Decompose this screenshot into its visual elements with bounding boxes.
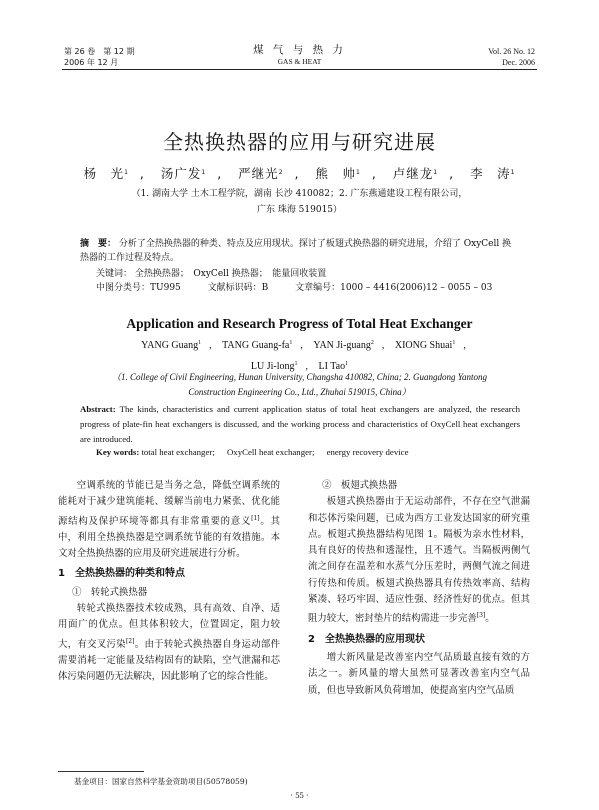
author-cn: 严继光$^2$ <box>238 166 284 181</box>
journal-name-cn: 煤 气 与 热 力 <box>253 44 346 56</box>
affiliation-cn-line1: （1. 湖南大学 土木工程学院，湖南 长沙 410082；2. 广东燕通建设工程有限公司， <box>131 189 468 199</box>
keywords-en-label: Key words: <box>96 447 140 457</box>
author-list-cn: 杨 光$^1$ , 汤广发$^1$ , 严继光$^2$ , 熊 帅$^1$ , 卢继龙$^1$ , 李 涛$^1$ <box>83 166 516 181</box>
abstract-en-label: Abstract: <box>80 404 116 414</box>
citation-ref: [2] <box>125 637 135 645</box>
footnote-rule <box>58 771 144 772</box>
author-en: XIONG Shuai$^1$ <box>394 340 456 351</box>
header-volume-en <box>488 46 535 68</box>
subsection-heading: ① 转轮式换热器 <box>72 586 148 598</box>
affiliation-en <box>0 370 599 400</box>
document-code: 文献标识码：B <box>207 283 269 293</box>
citation-ref: [1] <box>251 514 260 522</box>
body-paragraph: 空调系统的节能已是当务之急，降低空调系统的能耗对于减少建筑能耗、缓解当前电力紧张、优化能源结构及保护环境等都具有非常重要的意义[1]。其中，利用全热换热器是空调系统节能的有效措施。本文对全热换热器的应用及研究进展进行分析。 <box>58 480 280 560</box>
paper-title-en: Application and Research Progress of Total Heat Exchanger <box>126 316 473 331</box>
journal-name-en: GAS & HEAT <box>277 57 322 66</box>
author-cn: 卢继龙$^1$ <box>392 166 439 181</box>
subsection-heading: ② 板翅式换热器 <box>322 480 398 491</box>
citation-ref: [3] <box>476 612 486 620</box>
affiliation-en-line2: Construction Engineering Co., Ltd., Zhuhai 519015, China） <box>188 387 411 397</box>
abstract-cn-text: 分析了全热换热器的种类、特点及应用现状。探讨了板翅式换热器的研究进展，介绍了 OxyCell 换热器的工作过程及特点。 <box>80 239 512 263</box>
abstract-cn-label: 摘 要： <box>80 239 117 249</box>
body-paragraph: 板翅式换热器由于无运动部件，不存在空气泄漏和芯体污染问题，已成为西方工业发达国家的研究重点。板翅式换热器结构见图 1。隔板为亲水性材料，具有良好的传热和透湿性，且不透气。当隔板两侧气流之间存在温差和水蒸气分压差时，两侧气流之间进行传热和传质。板翅式换热器具有传热效率高、结构紧凑、轻巧牢固、适应性强、经济性好的优点。但其阻力较大，密封垫片的结构需进一步完善[3]。 <box>308 496 530 625</box>
author-en: LI Tao$^1$ <box>318 361 349 372</box>
clc-number: 中图分类号：TU995 <box>96 283 181 293</box>
affiliation-cn <box>0 186 599 218</box>
keyword-en: OxyCell heat exchanger; <box>226 447 315 457</box>
author-cn: 李 涛$^1$ <box>470 166 516 181</box>
abstract-cn <box>80 237 520 265</box>
section-heading: 1 全热换热器的种类和特点 <box>58 568 185 580</box>
author-cn: 熊 帅$^1$ <box>315 166 361 181</box>
page-number: · 55 · <box>290 790 309 800</box>
author-en: YAN Ji-guang$^2$ <box>313 340 374 351</box>
classification-line <box>96 280 516 293</box>
author-en: LU Ji-long$^1$ <box>250 361 298 372</box>
paper-title-cn: 全热换热器的应用与研究进展 <box>163 130 436 154</box>
affiliation-cn-line2: 广东 珠海 519015） <box>256 205 343 215</box>
author-en: YANG Guang$^1$ <box>141 340 202 351</box>
volume-issue-en: Vol. 26 No. 12 <box>488 47 535 56</box>
header-rule <box>62 69 537 70</box>
keywords-cn-text: 全热换热器； OxyCell 换热器； 能量回收装置 <box>134 269 327 279</box>
body-column-right <box>308 478 530 699</box>
section-heading: 2 全热换热器的应用现状 <box>308 633 425 645</box>
keywords-cn-label: 关键词： <box>96 269 133 279</box>
body-column-left <box>58 478 280 686</box>
body-paragraph: 增大新风量是改善室内空气品质最直接有效的方法之一。新风量的增大虽然可显著改善室内空气品质，但也导致新风负荷增加，使提高室内空气品质 <box>308 651 530 696</box>
article-number: 文章编号：1000 – 4416(2006)12 – 0055 – 03 <box>295 283 493 293</box>
author-list-en: YANG Guang$^1$ , TANG Guang-$fa^1$ , YAN Ji-guang$^2$ , XIONG Shuai$^1$ , LU Ji-long$^1$ , LI Tao$^1$ <box>141 340 466 372</box>
keyword-en: energy recovery device <box>326 447 409 457</box>
date-cn: 2006 年 12 月 <box>64 58 119 67</box>
author-cn: 汤广发$^1$ <box>160 166 207 181</box>
keyword-en: total heat exchanger; <box>141 447 215 457</box>
keywords-en <box>96 447 419 457</box>
funding-footnote: 基金项目：国家自然科学基金资助项目(50578059) <box>74 777 248 786</box>
author-cn: 杨 光$^1$ <box>83 166 129 181</box>
author-en: TANG Guang-$fa^1$ <box>222 340 293 351</box>
date-en: Dec. 2006 <box>502 58 535 67</box>
volume-issue-cn: 第 26 卷 第 12 期 <box>64 47 135 56</box>
abstract-en-text: The kinds, characteristics and current application status of total heat exchangers are analyzed, the research progress of plate-fin heat exchangers is discussed, and the working process and characteristics of OxyCell heat exchangers are introduced. <box>80 404 521 444</box>
affiliation-en-line1: （1. College of Civil Engineering, Hunan University, Changsha 410082, China; 2. Guangdong Yantong <box>112 372 487 382</box>
keywords-cn <box>96 266 326 279</box>
body-paragraph: 转轮式换热器技术较成熟，具有高效、自净、适用面广的优点。但其体积较大，位置固定，阻力较大，有交叉污染[2]。由于转轮式换热器自身运动部件需要消耗一定能量及结构固有的缺陷，空气泄漏和芯体污染问题仍无法解决，因此影响了它的综合性能。 <box>58 603 280 683</box>
abstract-en <box>80 402 520 447</box>
